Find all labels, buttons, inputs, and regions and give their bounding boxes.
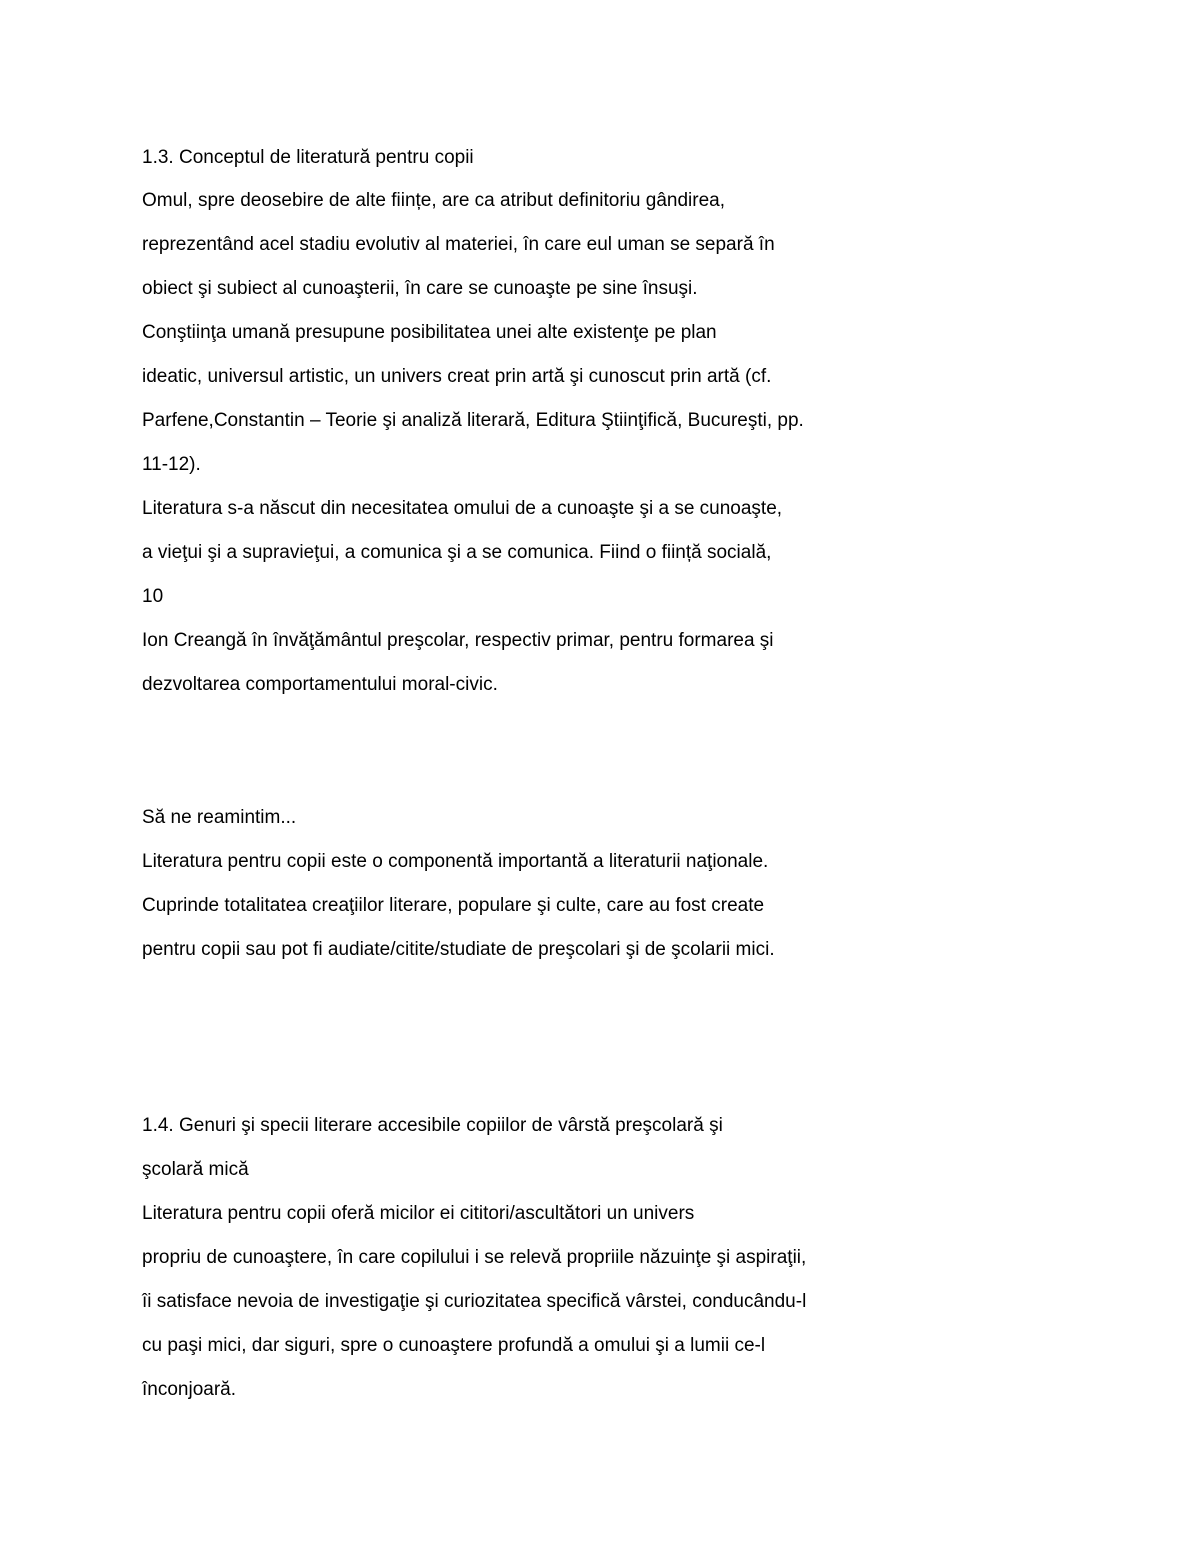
text-line: dezvoltarea comportamentului moral-civic.: [142, 674, 498, 695]
reminder-heading: Să ne reamintim...: [142, 807, 297, 828]
text-line: obiect şi subiect al cunoaşterii, în care se cunoaşte pe sine însuşi.: [142, 278, 698, 299]
text-line: cu paşi mici, dar siguri, spre o cunoaştere profundă a omului şi a lumii ce-l: [142, 1335, 766, 1356]
text-line: Omul, spre deosebire de alte ființe, are ca atribut definitoriu gândirea,: [142, 190, 725, 211]
text-line: Ion Creangă în învăţământul preşcolar, respectiv primar, pentru formarea şi: [142, 630, 774, 651]
text-line: Cuprinde totalitatea creaţiilor literare, populare şi culte, care au fost create: [142, 895, 765, 916]
section-heading-1-3: 1.3. Conceptul de literatură pentru copii: [142, 147, 474, 168]
page-number: 10: [142, 586, 164, 607]
text-line: Literatura pentru copii este o componentă importantă a literaturii naţionale.: [142, 851, 769, 872]
text-line: înconjoară.: [142, 1379, 237, 1400]
section-heading-1-4: 1.4. Genuri şi specii literare accesibile copiilor de vârstă preşcolară şi: [142, 1115, 723, 1136]
text-line: Literatura s-a născut din necesitatea omului de a cunoaşte şi a se cunoaşte,: [142, 498, 783, 519]
text-line: îi satisface nevoia de investigaţie şi curiozitatea specifică vârstei, conducându-l: [142, 1291, 807, 1312]
text-line: propriu de cunoaştere, în care copilului i se relevă propriile năzuinţe şi aspiraţii,: [142, 1247, 807, 1268]
text-line: Literatura pentru copii oferă micilor ei cititori/ascultători un univers: [142, 1203, 695, 1224]
section-heading-1-4-cont: şcolară mică: [142, 1159, 249, 1180]
text-line: ideatic, universul artistic, un univers creat prin artă şi cunoscut prin artă (cf.: [142, 366, 772, 387]
text-line: 11-12).: [142, 454, 201, 475]
text-line: reprezentând acel stadiu evolutiv al materiei, în care eul uman se separă în: [142, 234, 775, 255]
text-line: pentru copii sau pot fi audiate/citite/studiate de preşcolari şi de şcolarii mici.: [142, 939, 775, 960]
text-line: Conştiinţa umană presupune posibilitatea unei alte existenţe pe plan: [142, 322, 717, 343]
text-line: a vieţui şi a supravieţui, a comunica şi a se comunica. Fiind o ființă socială,: [142, 542, 772, 563]
text-line: Parfene,Constantin – Teorie şi analiză literară, Editura Ştiinţifică, Bucureşti, pp.: [142, 410, 804, 431]
